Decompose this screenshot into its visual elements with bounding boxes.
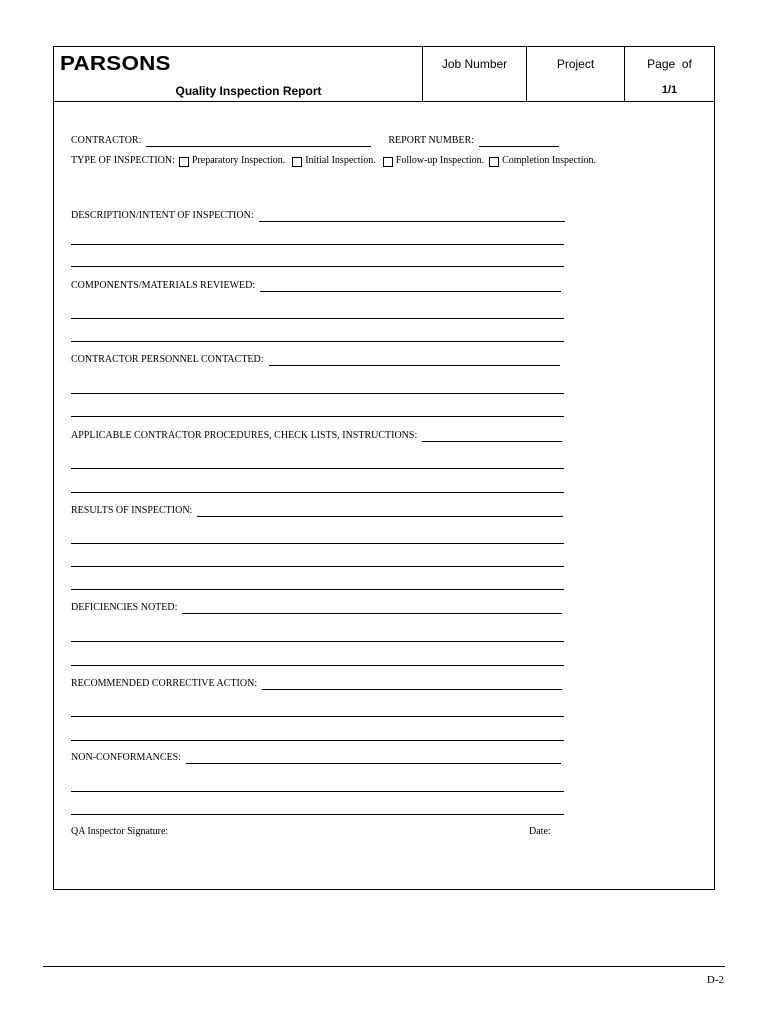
report-number-label: REPORT NUMBER: xyxy=(388,135,475,146)
inspection-type-row xyxy=(71,155,596,167)
description-line[interactable] xyxy=(71,244,564,245)
preparatory-label: Preparatory Inspection. xyxy=(191,155,286,166)
procedures-field[interactable] xyxy=(422,431,562,442)
corrective-action-label: RECOMMENDED CORRECTIVE ACTION: xyxy=(71,678,258,689)
contractor-row xyxy=(71,135,559,147)
follow-up-label: Follow-up Inspection. xyxy=(395,155,485,166)
footer-divider xyxy=(43,966,725,967)
description-label: DESCRIPTION/INTENT OF INSPECTION: xyxy=(71,210,254,221)
contractor-field[interactable] xyxy=(146,136,371,147)
report-number-field[interactable] xyxy=(479,136,559,147)
page-cell xyxy=(625,47,714,101)
report-title: Quality Inspection Report xyxy=(175,84,322,98)
non-conformances-line[interactable] xyxy=(71,814,564,815)
page-value: 1/1 xyxy=(661,84,678,96)
deficiencies-line[interactable] xyxy=(71,665,564,666)
parsons-logo: PARSONS xyxy=(60,53,171,75)
results-label: RESULTS OF INSPECTION: xyxy=(71,505,193,516)
preparatory-checkbox[interactable] xyxy=(179,157,189,167)
results-line[interactable] xyxy=(71,566,564,567)
completion-label: Completion Inspection. xyxy=(502,155,596,166)
components-line[interactable] xyxy=(71,318,564,319)
deficiencies-line[interactable] xyxy=(71,641,564,642)
procedures-label: APPLICABLE CONTRACTOR PROCEDURES, CHECK LISTS, INSTRUCTIONS: xyxy=(71,430,418,441)
personnel-field[interactable] xyxy=(269,355,560,366)
project-cell[interactable] xyxy=(527,47,625,101)
completion-checkbox[interactable] xyxy=(489,157,499,167)
components-field[interactable] xyxy=(260,281,561,292)
corrective-action-line[interactable] xyxy=(71,740,564,741)
corrective-action-line[interactable] xyxy=(71,716,564,717)
page-label: Page of xyxy=(647,57,692,71)
deficiencies-section xyxy=(71,602,562,614)
personnel-label: CONTRACTOR PERSONNEL CONTACTED: xyxy=(71,354,264,365)
non-conformances-section xyxy=(71,752,561,764)
initial-checkbox[interactable] xyxy=(292,157,302,167)
job-number-label: Job Number xyxy=(441,57,508,71)
description-field[interactable] xyxy=(259,211,565,222)
procedures-line[interactable] xyxy=(71,492,564,493)
results-field[interactable] xyxy=(197,506,563,517)
non-conformances-field[interactable] xyxy=(186,753,561,764)
type-label: TYPE OF INSPECTION: xyxy=(71,155,175,166)
personnel-line[interactable] xyxy=(71,393,564,394)
project-label: Project xyxy=(556,57,595,71)
contractor-label: CONTRACTOR: xyxy=(71,135,142,146)
deficiencies-field[interactable] xyxy=(182,603,562,614)
results-section xyxy=(71,505,563,517)
components-line[interactable] xyxy=(71,341,564,342)
corrective-action-field[interactable] xyxy=(262,679,562,690)
description-line[interactable] xyxy=(71,266,564,267)
non-conformances-label: NON-CONFORMANCES: xyxy=(71,752,182,763)
page-number: D-2 xyxy=(706,974,724,986)
results-line[interactable] xyxy=(71,589,564,590)
components-label: COMPONENTS/MATERIALS REVIEWED: xyxy=(71,280,256,291)
procedures-section xyxy=(71,430,562,442)
initial-label: Initial Inspection. xyxy=(305,155,376,166)
brand-cell xyxy=(54,47,423,101)
results-line[interactable] xyxy=(71,543,564,544)
signature-label: QA Inspector Signature: xyxy=(71,826,169,837)
components-section xyxy=(71,280,561,292)
non-conformances-line[interactable] xyxy=(71,791,564,792)
procedures-line[interactable] xyxy=(71,468,564,469)
deficiencies-label: DEFICIENCIES NOTED: xyxy=(71,602,178,613)
personnel-section xyxy=(71,354,560,366)
personnel-line[interactable] xyxy=(71,416,564,417)
date-label: Date: xyxy=(529,826,551,837)
follow-up-checkbox[interactable] xyxy=(383,157,393,167)
job-number-cell[interactable] xyxy=(423,47,527,101)
inspection-form xyxy=(53,46,715,890)
corrective-action-section xyxy=(71,678,562,690)
form-header xyxy=(54,47,714,102)
description-section xyxy=(71,210,565,222)
